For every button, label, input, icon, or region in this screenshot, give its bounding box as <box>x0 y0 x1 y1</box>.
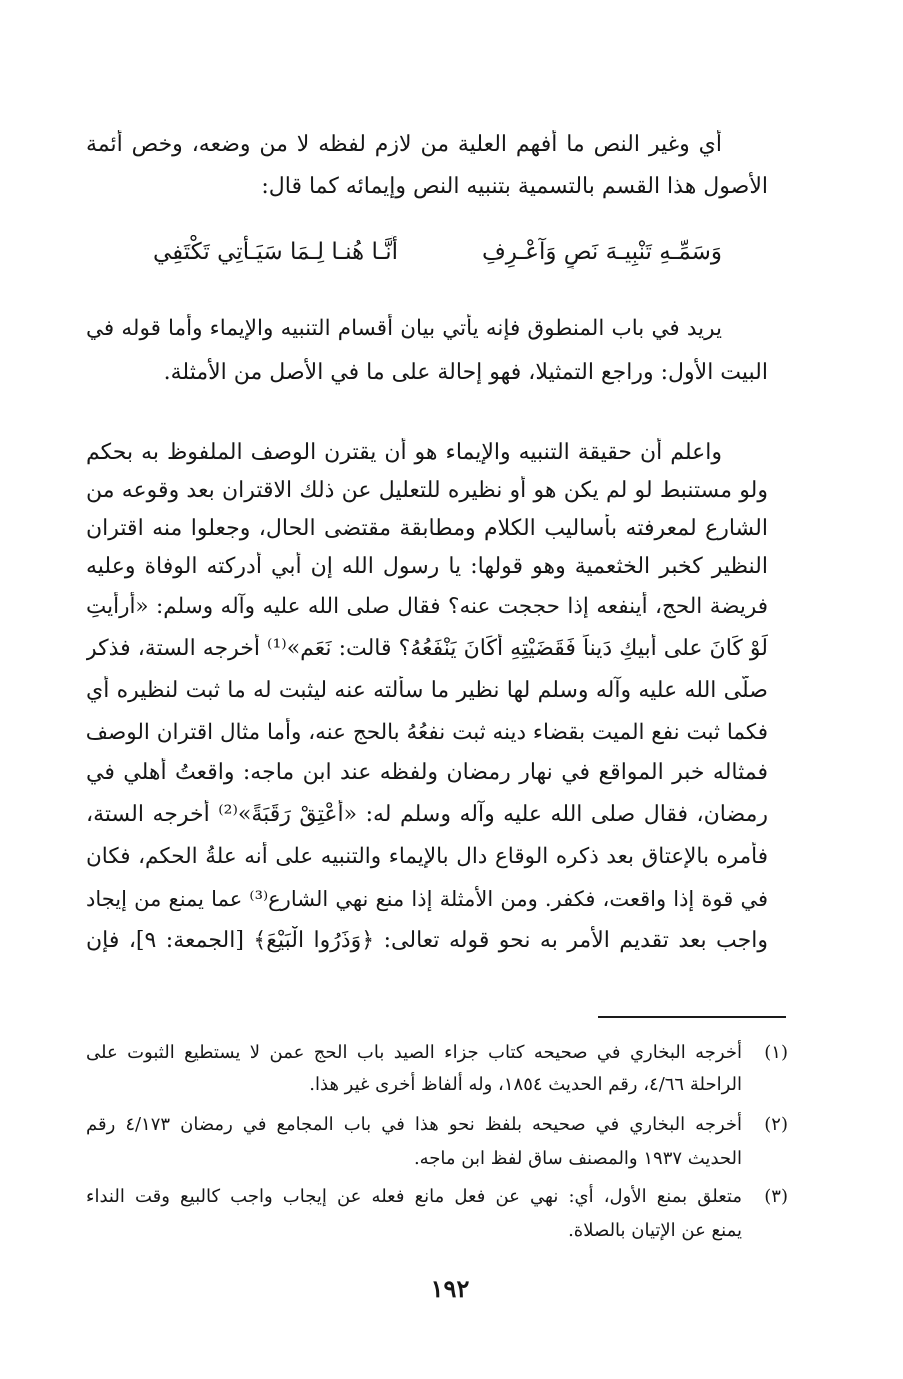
intro-line-2: الأصول هذا القسم بالتسمية بتنبيه النص وإيمائه كما قال: <box>261 174 768 199</box>
para2-line-12: في قوة إذا واقعت، فكفر. ومن الأمثلة إذا منع نهي الشارع⁽³⁾ عما يمنع من إيجاد <box>86 887 768 911</box>
footnote-2-line-2: الحديث ١٩٣٧ والمصنف ساق لفظ ابن ماجه. <box>413 1148 742 1169</box>
para2-line-13: واجب بعد تقديم الأمر به نحو قوله تعالى: ﴿وَذَرُوا الْبَيْعَ﴾ [الجمعة: ٩]، فإن <box>86 928 768 953</box>
para2-line-4: النظير كخبر الخثعمية وهو قولها: يا رسول الله إن أبي أدركته الوفاة وعليه <box>86 554 768 579</box>
para2-line-9: فمثاله خبر المواقع في نهار رمضان ولفظه عند ابن ماجه: واقعتُ أهلي في <box>86 760 768 785</box>
footnote-number-3: (٣) <box>764 1186 788 1207</box>
para2-line-6: لَوْ كَانَ على أبيكِ دَيناً فَقَضَيْتِهِ أَكَانَ يَنْفَعُهُ؟ قالت: نَعَم»⁽¹⁾ أخرجه الستة، فذكر <box>86 636 768 661</box>
para2-line-8: فكما ثبت نفع الميت بقضاء دينه ثبت نفعُهُ بالحج عنه، وأما مثال اقتران الوصف <box>86 720 768 745</box>
para2-line-5: فريضة الحج، أينفعه إذا حججت عنه؟ فقال صلى الله عليه وآله وسلم: «أرأيتِ <box>86 594 768 619</box>
page-number: ١٩٢ <box>430 1274 470 1303</box>
para1-line-2: البيت الأول: وراجع التمثيلا، فهو إحالة على ما في الأصل من الأمثلة. <box>163 360 768 385</box>
para2-line-10: رمضان، فقال صلى الله عليه وآله وسلم له: «أَعْتِقْ رَقَبَةً»⁽²⁾ أخرجه الستة، <box>86 802 768 827</box>
footnote-1-line-1: أخرجه البخاري في صحيحه كتاب جزاء الصيد باب الحج عمن لا يستطيع الثبوت على <box>86 1042 742 1063</box>
para1-line-1: يريد في باب المنطوق فإنه يأتي بيان أقسام التنبيه والإيماء وأما قوله في <box>86 316 722 341</box>
intro-line-1: أي وغير النص ما أفهم العلية من لازم لفظه لا من وضعه، وخص أئمة <box>86 132 722 157</box>
footnote-3-line-2: يمنع عن الإتيان بالصلاة. <box>568 1220 742 1241</box>
footnote-1-line-2: الراحلة ٤/٦٦، رقم الحديث ١٨٥٤، وله ألفاظ أخرى غير هذا. <box>309 1074 742 1095</box>
verse-right-hemistich: وَسَمِّـهِ تَنْبِيـهَ نَصٍ وَآعْـرِفِ <box>481 239 722 265</box>
para2-line-1: واعلم أن حقيقة التنبيه والإيماء هو أن يقترن الوصف الملفوظ به بحكم <box>86 440 722 465</box>
footnote-2-line-1: أخرجه البخاري في صحيحه بلفظ نحو هذا في باب المجامع في رمضان ٤/١٧٣ رقم <box>86 1114 742 1135</box>
verse-left-hemistich: أَنَّـا هُنـا لِـمَا سَيَـأْتِي تَكْتَفِي <box>152 239 398 265</box>
footnote-number-2: (٢) <box>764 1114 788 1135</box>
footnote-3-line-1: متعلق بمنع الأول، أي: نهي عن فعل مانع فعله عن إيجاب واجب كالبيع وقت النداء <box>86 1186 742 1207</box>
para2-line-11: فأمره بالإعتاق بعد ذكره الوقاع دال بالإيماء والتنبيه على أنه علةُ الحكم، فكان <box>86 844 768 869</box>
footnote-separator <box>598 1016 786 1018</box>
footnote-number-1: (١) <box>764 1042 788 1063</box>
para2-line-3: الشارع لمعرفته بأساليب الكلام ومطابقة مقتضى الحال، وجعلوا منه اقتران <box>86 516 768 541</box>
para2-line-7: صلّى الله عليه وآله وسلم لها نظير ما سألته عنه ليثبت له ما ثبت لنظيره أي <box>86 678 768 703</box>
para2-line-2: ولو مستنبط لو لم يكن هو أو نظيره للتعليل عن ذلك الاقتران بعد وقوعه من <box>86 478 768 503</box>
